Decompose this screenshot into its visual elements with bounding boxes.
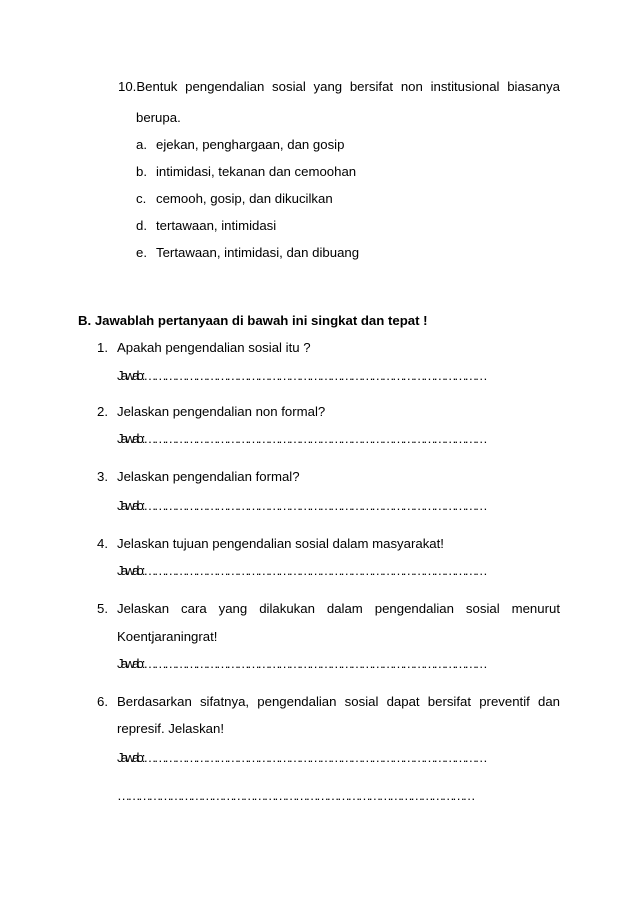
option-letter: d.	[136, 218, 147, 233]
question-number: 2.	[97, 404, 108, 419]
option-letter: a.	[136, 137, 147, 152]
essay-question-5	[97, 601, 560, 617]
question-number: 4.	[97, 536, 108, 551]
essay-question-3	[97, 469, 300, 485]
option-text: intimidasi, tekanan dan cemoohan	[156, 164, 357, 179]
answer-line-5: Jawab : ………………………………………………………………………………………	[117, 656, 485, 671]
section-b-heading: B. Jawablah pertanyaan di bawah ini singkat dan tepat !	[78, 313, 428, 328]
option-text: cemooh, gosip, dan dikucilkan	[156, 191, 333, 206]
question-10-line-2: berupa.	[136, 110, 181, 125]
option-a	[136, 137, 344, 153]
answer-line-1: Jawab : ………………………………………………………………………………………	[117, 368, 485, 383]
option-text: tertawaan, intimidasi	[156, 218, 277, 233]
essay-question-5-line-2: Koentjaraningrat!	[117, 629, 218, 644]
question-number: 1.	[97, 340, 108, 355]
essay-question-6	[97, 694, 560, 710]
question-number: 6.	[97, 694, 108, 709]
option-text: Tertawaan, intimidasi, dan dibuang	[156, 245, 360, 260]
question-text: Jelaskan tujuan pengendalian sosial dalam masyarakat!	[117, 536, 444, 551]
question-text: Apakah pengendalian sosial itu ?	[117, 340, 311, 355]
answer-line-4: Jawab : ………………………………………………………………………………………	[117, 563, 485, 578]
option-e	[136, 245, 359, 261]
question-text: Jelaskan pengendalian formal?	[117, 469, 300, 484]
answer-line-6: Jawab : ………………………………………………………………………………………	[117, 750, 485, 765]
question-text: Jelaskan pengendalian non formal?	[117, 404, 326, 419]
answer-line-2: Jawab : ………………………………………………………………………………………	[117, 431, 485, 446]
essay-question-1	[97, 340, 311, 356]
question-text: Jelaskan cara yang dilakukan dalam pengendalian sosial menurut	[117, 601, 560, 616]
question-number: 3.	[97, 469, 108, 484]
answer-line-3: Jawab : ………………………………………………………………………………………	[117, 498, 485, 513]
option-letter: e.	[136, 245, 147, 260]
option-d	[136, 218, 276, 234]
question-10-line-1: 10.Bentuk pengendalian sosial yang bersifat non institusional biasanya	[118, 79, 560, 94]
answer-extra-line-6: …………………………………………………………………………………………	[117, 788, 474, 803]
option-text: ejekan, penghargaan, dan gosip	[156, 137, 345, 152]
question-number: 5.	[97, 601, 108, 616]
option-b	[136, 164, 356, 180]
essay-question-4	[97, 536, 444, 552]
option-letter: c.	[136, 191, 147, 206]
question-text: Berdasarkan sifatnya, pengendalian sosial dapat bersifat preventif dan	[117, 694, 560, 709]
option-c	[136, 191, 333, 207]
option-letter: b.	[136, 164, 147, 179]
essay-question-2	[97, 404, 325, 420]
essay-question-6-line-2: represif. Jelaskan!	[117, 721, 225, 736]
